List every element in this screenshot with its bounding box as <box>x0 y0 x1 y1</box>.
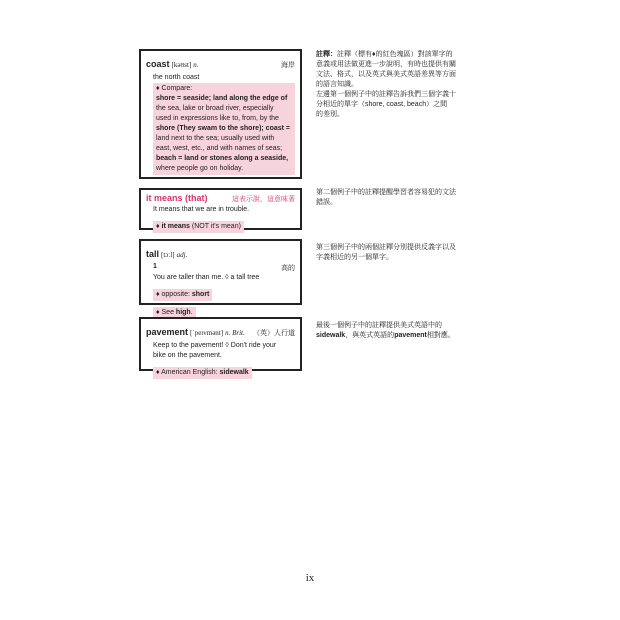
explanation-text: 左邊第一個例子中的註釋告訴我們三個字義十 <box>316 91 456 98</box>
explanation-text: 註釋（標有♦的紅色塊區）對該單字的 <box>337 51 453 58</box>
note-line: used in expressions like to, from, by the <box>156 115 279 122</box>
pronunciation: [ˈpeɪvmənt] <box>190 329 224 337</box>
chinese-gloss: 這表示說，這意味著 <box>232 196 295 203</box>
explanation-text: 文法、格式，以及英式與美式英語差異等方面 <box>316 71 456 78</box>
explanation-bold: pavement <box>394 332 427 339</box>
headword: pavement <box>146 327 189 337</box>
explanation-1 <box>316 50 486 120</box>
note-line: beach = land or stones along a seaside, <box>156 155 289 162</box>
headword: it means (that) <box>146 193 208 203</box>
entry-head <box>146 322 295 340</box>
explanation-text: 相對應。 <box>426 332 455 339</box>
part-of-speech: n. Brit. <box>225 329 245 337</box>
headword: coast <box>146 59 170 69</box>
entry-pavement <box>139 317 302 376</box>
example: Keep to the pavement! ◊ Don't ride your <box>153 342 277 349</box>
explanation-text: 第三個例子中的兩個註釋分別提供反義字以及 <box>316 244 456 251</box>
explanation-text: 錯誤。 <box>316 199 337 206</box>
usage-note <box>153 289 212 301</box>
chinese-gloss: 海岸 <box>281 62 295 69</box>
note-line: where people go on holiday. <box>156 165 244 172</box>
sense-row <box>146 263 295 273</box>
explanation-4 <box>316 321 486 341</box>
chinese-gloss: 高的 <box>281 265 295 272</box>
explanation-text: 分相近的單字（shore, coast, beach）之間 <box>316 101 448 108</box>
example: You are taller than me. ◊ a tall tree <box>153 274 260 281</box>
page-number: ix <box>305 572 315 584</box>
chinese-gloss: （英）人行道 <box>253 330 295 337</box>
note-bold: short <box>191 291 210 298</box>
example: bike on the pavement. <box>153 352 222 359</box>
pronunciation: [tɔːl] <box>161 251 175 259</box>
note-text: ♦ American English: <box>156 369 220 376</box>
explanation-label: 註釋： <box>316 51 337 58</box>
note-line: ♦ Compare: <box>156 85 193 92</box>
entry-head <box>146 193 295 204</box>
explanation-3 <box>316 243 486 263</box>
note-bold: high <box>175 309 191 316</box>
explanation-text: 的語言知識。 <box>316 81 358 88</box>
example: It means that we are in trouble. <box>153 206 250 213</box>
entry-head <box>146 54 295 72</box>
entry-head <box>146 244 295 262</box>
explanation-text: 字義相近的另一個單字。 <box>316 254 393 261</box>
explanation-text: 第二個例子中的註釋提醒學習者容易犯的文法 <box>316 189 456 196</box>
entry-coast <box>139 49 302 179</box>
part-of-speech: adj. <box>176 251 188 259</box>
explanation-2 <box>316 188 486 208</box>
headword: tall <box>146 249 160 259</box>
explanation-text: 最後一個例子中的註釋提供美式英語中的 <box>316 322 442 329</box>
sense-number: 1 <box>153 263 157 270</box>
note-bold: ♦ it means <box>156 223 190 230</box>
entry-tall <box>139 239 302 316</box>
note-line: east, west, etc., and with names of seas; <box>156 145 283 152</box>
note-bold: sidewalk <box>219 369 249 376</box>
usage-note <box>153 221 244 233</box>
note-line: the sea, lake or broad river, especially <box>156 105 274 112</box>
note-text: ♦ opposite: <box>156 291 192 298</box>
note-line: land next to the sea; usually used with <box>156 135 275 142</box>
note-line: shore = seaside; land along the edge of <box>156 95 288 102</box>
example: the north coast <box>153 74 200 81</box>
usage-note <box>153 367 252 379</box>
note-text: ♦ See <box>156 309 176 316</box>
note-line: shore (They swam to the shore); coast = <box>156 125 291 132</box>
part-of-speech: n. <box>193 61 199 69</box>
usage-note <box>153 83 295 175</box>
explanation-bold: sidewalk <box>316 332 346 339</box>
note-text: . <box>190 309 193 316</box>
entry-it-means <box>139 188 302 230</box>
explanation-text: 意義或用法做更進一步說明，有時也提供有關 <box>316 61 456 68</box>
explanation-text: ，與英式英語的 <box>345 332 395 339</box>
explanation-text: 的差別。 <box>316 111 344 118</box>
pronunciation: [kəʊst] <box>171 61 192 69</box>
note-text: (NOT it's mean) <box>189 223 241 230</box>
